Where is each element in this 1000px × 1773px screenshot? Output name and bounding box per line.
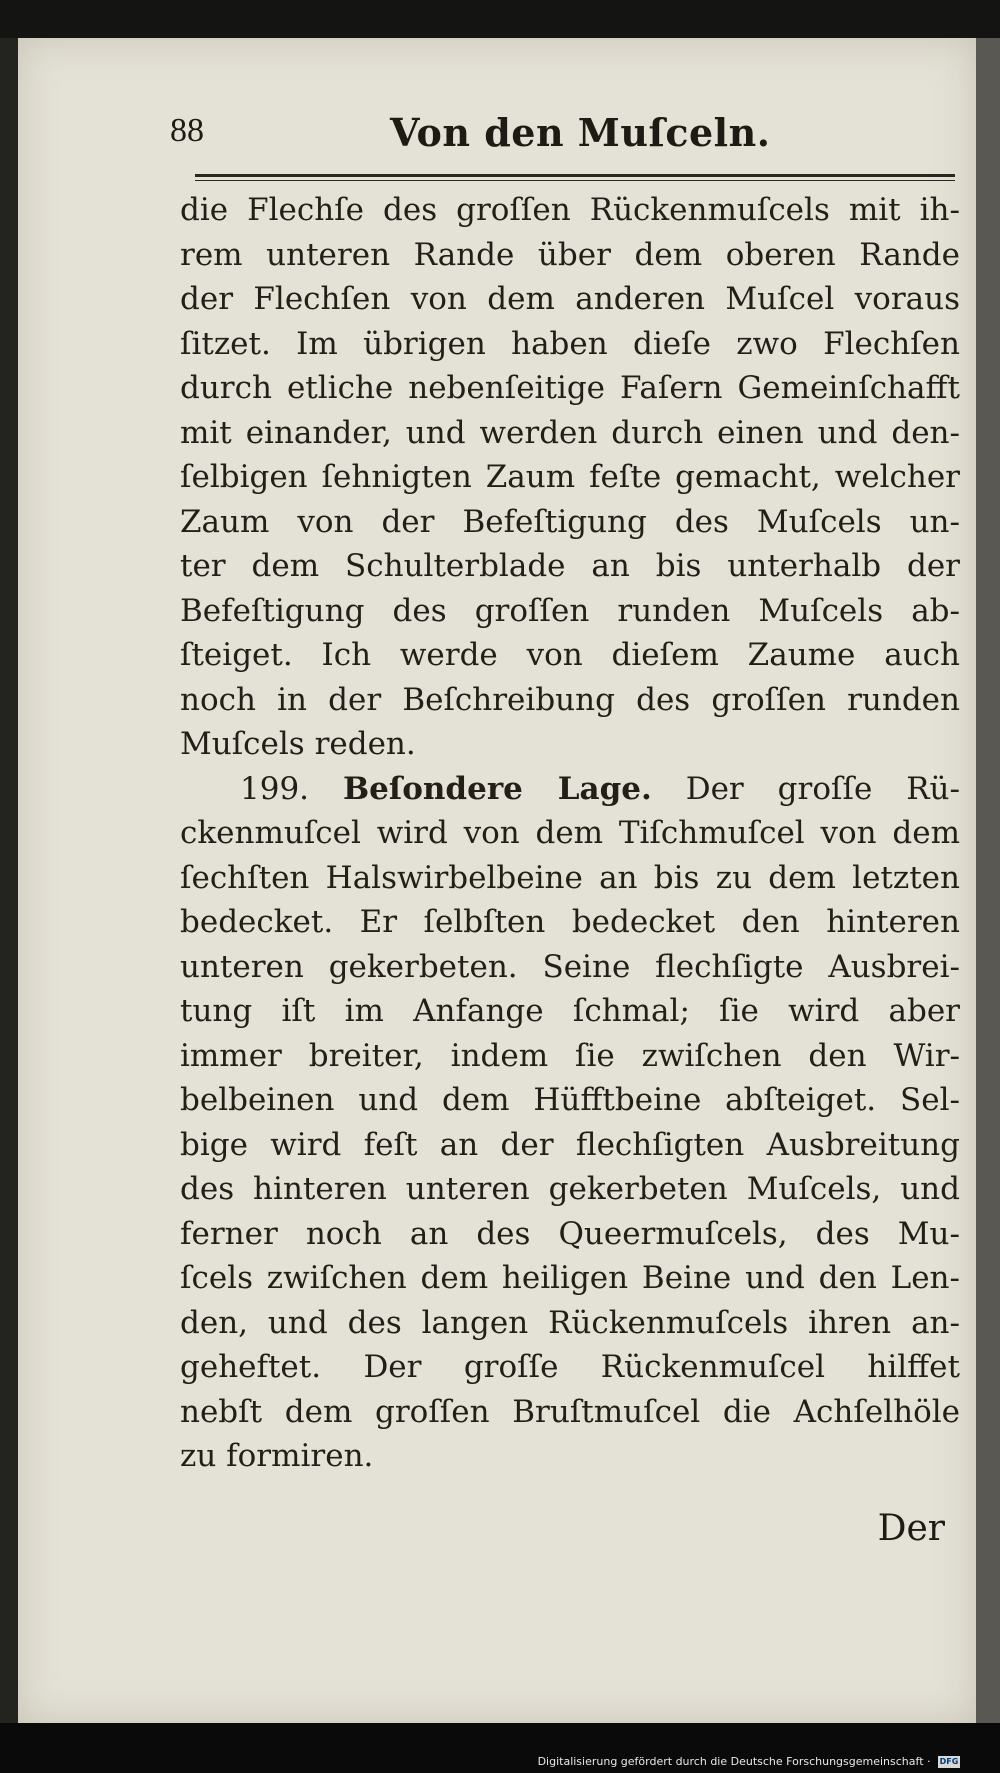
section-heading-line xyxy=(180,767,960,812)
text-line: der Flechſen von dem anderen Muſcel voraus xyxy=(180,281,960,317)
text-line: des hinteren unteren gekerbeten Muſcels, und xyxy=(180,1171,960,1207)
text-line: bedecket. Er ſelbſten bedecket den hinteren xyxy=(180,904,960,940)
text-line: mit einander, und werden durch einen und den- xyxy=(180,414,960,451)
text-line: ſitzet. Im übrigen haben dieſe zwo Flechſen xyxy=(180,325,960,362)
text-line: unteren gekerbeten. Seine flechſigte Ausbrei- xyxy=(180,948,960,985)
page-header xyxy=(170,112,960,162)
text-line: tung iſt im Anfange ſchmal; ſie wird aber xyxy=(180,993,960,1029)
scan-right-border xyxy=(976,38,1000,1723)
section-number: 199. xyxy=(240,770,310,807)
text-line: Der groſſe Rü- xyxy=(685,770,960,807)
text-line: Muſcels reden. xyxy=(180,726,416,762)
text-line: rem unteren Rande über dem oberen Rande xyxy=(180,236,960,273)
text-line: noch in der Beſchreibung des groſſen runden xyxy=(180,681,960,718)
text-line: den, und des langen Rückenmuſcels ihren an- xyxy=(180,1304,960,1341)
digitization-credit xyxy=(538,1753,960,1771)
text-line: ſcels zwiſchen dem heiligen Beine und den Len- xyxy=(180,1260,960,1296)
header-rule-thin xyxy=(195,180,955,181)
text-line: Befeſtigung des groſſen runden Muſcels ab- xyxy=(180,592,960,629)
text-line: ſechſten Halswirbelbeine an bis zu dem letzten xyxy=(180,859,960,896)
paragraph-2 xyxy=(180,767,960,1479)
text-line: zu formiren. xyxy=(180,1438,374,1474)
text-line: durch etliche nebenſeitige Faſern Gemeinſchafft xyxy=(180,370,960,406)
body-text xyxy=(180,188,960,1479)
page-number: 88 xyxy=(170,112,204,149)
running-title: Von den Muſceln. xyxy=(390,110,771,155)
scan-bottom-border xyxy=(0,1723,1000,1773)
text-line: geheftet. Der groſſe Rückenmuſcel hilffet xyxy=(180,1349,960,1385)
text-line: bige wird feſt an der flechſigten Ausbreitung xyxy=(180,1126,960,1163)
text-line: immer breiter, indem ſie zwiſchen den Wir- xyxy=(180,1037,960,1074)
section-title: Beſondere Lage. xyxy=(342,770,652,807)
text-line: ckenmuſcel wird von dem Tiſchmuſcel von dem xyxy=(180,815,960,851)
scan-left-border xyxy=(0,38,18,1723)
text-line: belbeinen und dem Hüfftbeine abſteiget. Sel- xyxy=(180,1082,960,1118)
credit-text: Digitalisierung gefördert durch die Deutsche Forschungsgemeinschaft · xyxy=(537,1755,931,1768)
text-line: die Flechſe des groſſen Rückenmuſcels mit ih- xyxy=(180,192,960,228)
header-rule xyxy=(195,174,955,177)
dfg-logo-icon: DFG xyxy=(939,1757,959,1766)
text-line: ferner noch an des Queermuſcels, des Mu- xyxy=(180,1215,960,1252)
catchword: Der xyxy=(877,1508,945,1549)
text-line: ſelbigen ſehnigten Zaum feſte gemacht, welcher xyxy=(180,459,960,495)
text-line: ter dem Schulterblade an bis unterhalb der xyxy=(180,548,960,584)
text-line: nebſt dem groſſen Bruſtmuſcel die Achſelhöle xyxy=(180,1393,960,1430)
paragraph-1 xyxy=(180,188,960,767)
text-line: Zaum von der Befeſtigung des Muſcels un- xyxy=(180,503,960,540)
text-line: ſteiget. Ich werde von dieſem Zaume auch xyxy=(180,637,960,673)
scan-top-border xyxy=(0,0,1000,38)
